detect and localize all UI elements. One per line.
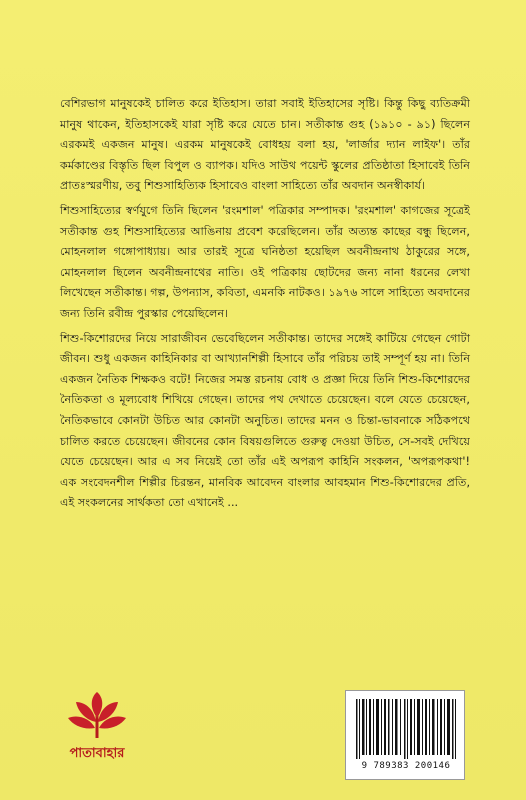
blurb-paragraph-1: বেশিরভাগ মানুষকেই চালিত করে ইতিহাস। তারা সবাই ইতিহাসের সৃষ্টি। কিন্তু কিছু ব্যতিক্রমী মানুষ থাকেন, ইতিহাসকেই যারা সৃষ্টি করে যেতে চান। সতীকান্ত গুহ (১৯১০ - ৯১) ছিলেন এরকমই একজন মানুষ। এরকম মানুষকেই বোধহয় বলা হয়, 'লার্জার দ্যান লাইফ'। তাঁর কর্মকাণ্ডের বিস্তৃতি ছিল বিপুল ও ব্যাপক। যদিও সাউথ পয়েন্ট স্কুলের প্রতিষ্ঠাতা হিসাবেই তিনি প্রাতঃস্মরণীয়, তবু শিশুসাহিত্যিক হিসাবেও বাংলা সাহিত্যে তাঁর অবদান অনস্বীকার্য। bbox=[60, 97, 470, 193]
isbn-number: 9 789383 200146 bbox=[361, 761, 451, 771]
publisher-name: পাতাবাহার bbox=[69, 746, 125, 761]
isbn-barcode bbox=[345, 690, 465, 780]
barcode-bars bbox=[354, 699, 458, 759]
blurb-paragraph-3: শিশু-কিশোরদের নিয়ে সারাজীবন ভেবেছিলেন সতীকান্ত। তাদের সঙ্গেই কাটিয়ে গেছেন গোটা জীবন। শুধু একজন কাহিনিকার বা আখ্যানশিল্পী হিসাবে তাঁর পরিচয় তাই সম্পূর্ণ হয় না। তিনি একজন নৈতিক শিক্ষকও বটে! নিজের সমস্ত রচনায় বোধ ও প্রজ্ঞা দিয়ে তিনি শিশু-কিশোরদের নৈতিকতা ও মূল্যবোধ শিখিয়ে গেছেন। তাদের পথ দেখাতে চেয়েছেন। বলে যেতে চেয়েছেন, নৈতিকভাবে কোনটা উচিত আর কোনটা অনুচিত। তাদের মনন ও চিন্তা-ভাবনাকে সঠিকপথে চালিত করতে চেয়েছেন। জীবনের কোন বিষয়গুলিতে গুরুত্ব দেওয়া উচিত, সে-সবই দেখিয়ে যেতে চেয়েছেন। আর এ সব নিয়েই তো তাঁর এই অপরূপ কাহিনি সংকলন, 'অপরূপকথা'! এক সংবেদনশীল শিল্পীর চিরন্তন, মানবিক আবেদন বাংলার আবহমান শিশু-কিশোরদের প্রতি, এই সংকলনের সার্থকতা তো এখানেই ... bbox=[60, 331, 470, 510]
blurb-text bbox=[60, 94, 470, 518]
leaf-icon bbox=[66, 690, 128, 740]
blurb-paragraph-2: শিশুসাহিত্যের স্বর্ণযুগে তিনি ছিলেন 'রংমশাল' পত্রিকার সম্পাদক। 'রংমশাল' কাগজের সূত্রেই সতীকান্ত গুহ শিশুসাহিত্যের আঙিনায় প্রবেশ করেছিলেন। তাঁর অত্যন্ত কাছের বন্ধু ছিলেন, মোহনলাল গঙ্গোপাধ্যায়। আর তারই সূত্রে ঘনিষ্ঠতা হয়েছিল অবনীন্দ্রনাথ ঠাকুরের সঙ্গে, মোহনলাল ছিলেন অবনীন্দ্রনাথের নাতি। ওই পত্রিকায় ছোটদের জন্য নানা ধরনের লেখা লিখেছেন সতীকান্ত। গল্প, উপন্যাস, কবিতা, এমনকি নাটকও। ১৯৭৬ সালে সাহিত্যে অবদানের জন্য তিনি রবীন্দ্র পুরস্কার পেয়েছিলেন। bbox=[60, 203, 470, 320]
publisher-logo bbox=[52, 690, 142, 780]
